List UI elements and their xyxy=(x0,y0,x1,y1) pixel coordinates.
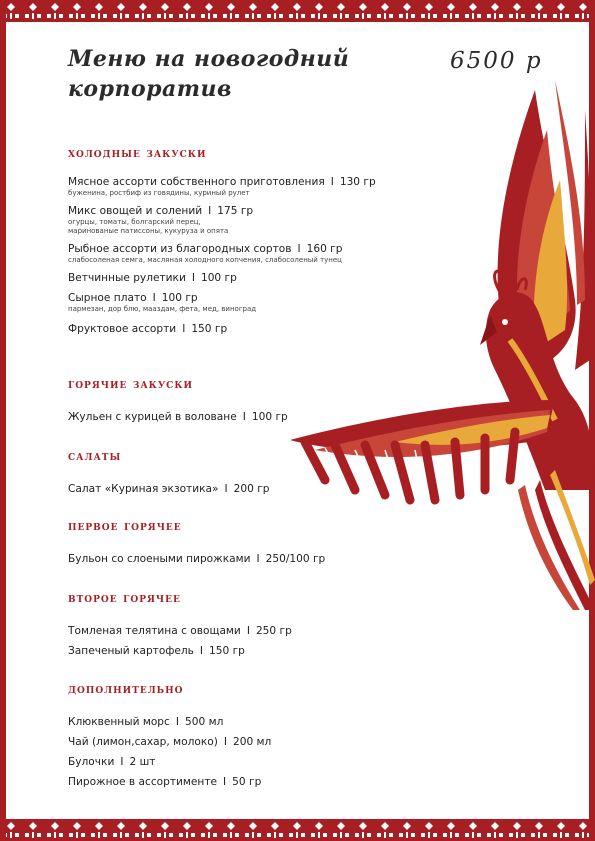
item-description: маринованые патиссоны, кукуруза и опята xyxy=(68,227,229,235)
item-description: огурцы, томаты, болгарский перец, xyxy=(68,218,201,226)
item-description: буженина, ростбиф из говядины, куриный рулет xyxy=(68,189,250,197)
item-separator: I xyxy=(208,205,212,217)
item-separator: I xyxy=(223,736,227,748)
item-name: Клюквенный морс xyxy=(68,716,170,728)
menu-item xyxy=(68,291,428,314)
item-portion: 200 мл xyxy=(232,736,272,748)
section-cold-appetizers xyxy=(68,146,428,336)
item-separator: I xyxy=(242,411,246,423)
section-main-course xyxy=(68,591,428,658)
item-portion: 250/100 гр xyxy=(265,553,326,565)
item-separator: I xyxy=(256,553,260,565)
item-name: Пирожное в ассортименте xyxy=(68,776,218,788)
item-name: Бульон со слоеными пирожками xyxy=(68,553,251,565)
section-title: первое горячее xyxy=(68,519,182,534)
section-salads xyxy=(68,449,428,496)
item-name: Запеченый картофель xyxy=(68,645,194,657)
item-separator: I xyxy=(223,776,227,788)
item-name: Фруктовое ассорти xyxy=(68,323,177,335)
item-portion: 200 гр xyxy=(233,483,270,495)
item-name: Ветчинные рулетики xyxy=(68,272,186,284)
item-separator: I xyxy=(330,176,334,188)
item-separator: I xyxy=(297,243,301,255)
item-name: Мясное ассорти собственного приготовления xyxy=(68,176,325,188)
menu-item xyxy=(68,775,428,789)
item-separator: I xyxy=(182,323,186,335)
menu-item xyxy=(68,410,428,424)
item-name: Жульен с курицей в воловане xyxy=(68,411,237,423)
item-portion: 160 гр xyxy=(306,243,343,255)
item-separator: I xyxy=(199,645,204,657)
item-separator: I xyxy=(120,756,124,768)
item-description: слабосоленая семга, масляная холодного копчения, слабосоленый тунец xyxy=(68,256,342,264)
item-name: Булочки xyxy=(68,756,115,768)
section-title: холодные закуски xyxy=(68,146,207,161)
phoenix-tail xyxy=(518,470,595,610)
item-name: Чай (лимон,сахар, молоко) xyxy=(68,736,218,748)
item-separator: I xyxy=(152,292,156,304)
item-portion: 100 гр xyxy=(200,272,237,284)
menu-item xyxy=(68,322,428,336)
item-portion: 130 гр xyxy=(339,176,376,188)
item-separator: I xyxy=(224,483,228,495)
menu-item xyxy=(68,755,428,769)
menu-item xyxy=(68,204,428,236)
ornamental-border-bottom xyxy=(0,819,595,841)
item-portion: 2 шт xyxy=(129,756,156,768)
item-portion: 150 гр xyxy=(209,645,245,657)
item-portion: 150 гр xyxy=(191,323,228,335)
menu-item xyxy=(68,271,428,285)
section-title: дополнительно xyxy=(68,682,184,697)
title-line-1: Меню на новогодний xyxy=(68,46,350,72)
item-name: Сырное плато xyxy=(68,292,147,304)
menu-item xyxy=(68,552,428,566)
item-portion: 100 гр xyxy=(161,292,198,304)
item-portion: 50 гр xyxy=(232,776,262,788)
menu-item xyxy=(68,175,428,198)
menu-item xyxy=(68,242,428,265)
section-extras xyxy=(68,682,428,789)
item-separator: I xyxy=(246,625,250,637)
title-line-2: корпоратив xyxy=(68,76,232,102)
menu-price: 6500 р xyxy=(450,48,543,74)
section-hot-appetizers xyxy=(68,377,428,424)
section-title: второе горячее xyxy=(68,591,181,606)
item-separator: I xyxy=(191,272,195,284)
section-title: горячие закуски xyxy=(68,377,194,392)
menu-item xyxy=(68,735,428,749)
item-separator: I xyxy=(175,716,179,728)
item-name: Микс овощей и солений xyxy=(68,205,203,217)
border-pattern-top xyxy=(0,0,595,22)
menu-item xyxy=(68,482,428,496)
menu-item xyxy=(68,644,428,658)
item-portion: 500 мл xyxy=(185,716,224,728)
item-description: пармезан, дор блю, мааздам, фета, мед, виноград xyxy=(68,305,257,313)
section-first-course xyxy=(68,519,428,566)
item-name: Салат «Куриная экзотика» xyxy=(68,483,219,495)
menu-item xyxy=(68,624,428,638)
menu-item xyxy=(68,715,428,729)
item-portion: 175 гр xyxy=(217,205,254,217)
item-portion: 100 гр xyxy=(251,411,288,423)
item-name: Рыбное ассорти из благородных сортов xyxy=(68,243,292,255)
border-pattern-bottom xyxy=(0,819,595,841)
section-title: салаты xyxy=(68,449,122,464)
item-name: Томленая телятина с овощами xyxy=(68,625,241,637)
ornamental-border-left xyxy=(0,0,6,841)
ornamental-border-top xyxy=(0,0,595,22)
item-portion: 250 гр xyxy=(255,625,292,637)
